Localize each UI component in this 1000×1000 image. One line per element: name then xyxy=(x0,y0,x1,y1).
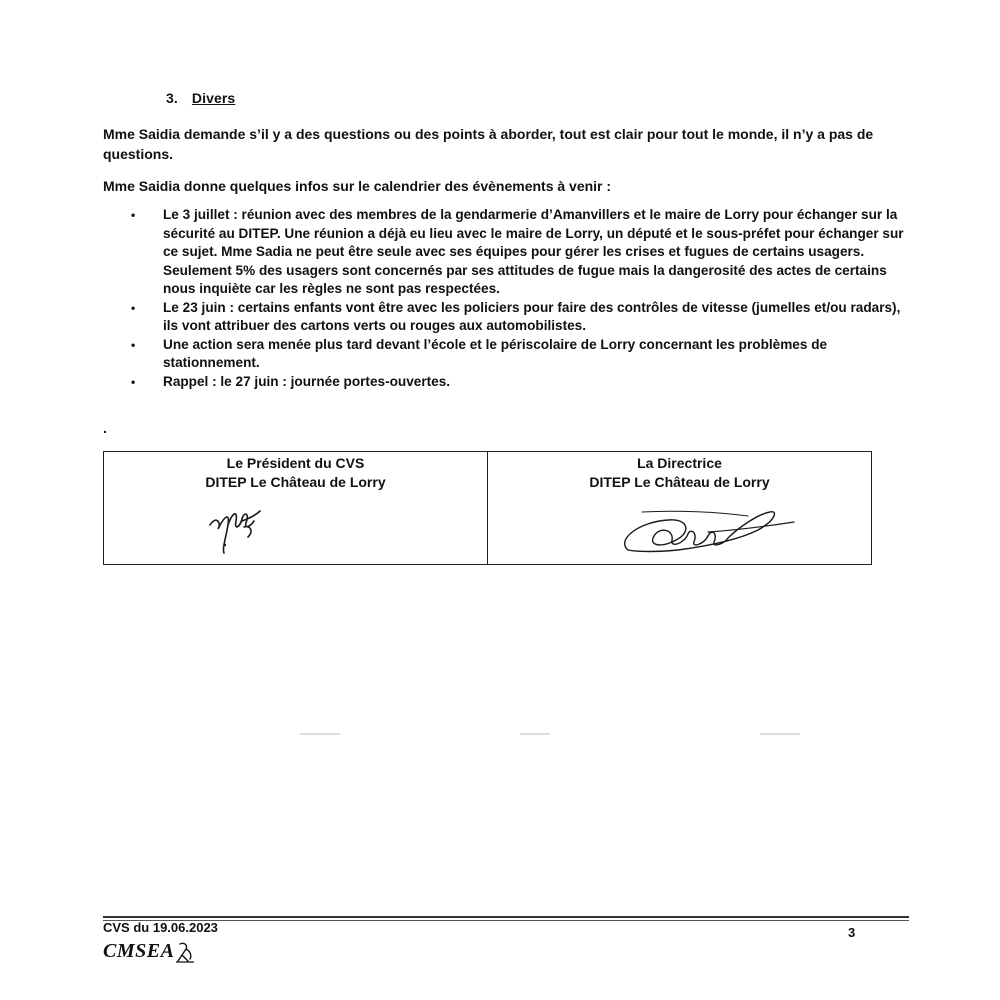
paragraph-questions: Mme Saidia demande s’il y a des questions ou des points à aborder, tout est clair pour tout le monde, il n’y a pas de questions. xyxy=(103,126,874,162)
paragraph-calendar-intro: Mme Saidia donne quelques infos sur le calendrier des évènements à venir : xyxy=(103,178,612,194)
cmsea-logo xyxy=(103,940,196,963)
footer-divider xyxy=(103,916,909,918)
signature-organization: DITEP Le Château de Lorry xyxy=(205,474,386,490)
stray-mark: . xyxy=(103,420,107,436)
president-signature-icon xyxy=(204,497,284,557)
list-item-text: Rappel : le 27 juin : journée portes-ouvertes. xyxy=(163,373,451,389)
list-item-text: Le 23 juin : certains enfants vont être avec les policiers pour faire des contrôles de vitesse (jumelles et/ou radars), ils vont attribuer des cartons verts ou rouges aux automobilistes. xyxy=(163,299,901,333)
section-title: Divers xyxy=(191,90,236,106)
list-item-text: Une action sera menée plus tard devant l’école et le périscolaire de Lorry concernant les problèmes de stationnement. xyxy=(163,336,828,370)
signature-cell-president xyxy=(104,452,487,564)
section-heading xyxy=(166,90,235,106)
list-item xyxy=(131,336,917,373)
footer-date: CVS du 19.06.2023 xyxy=(103,920,218,935)
scan-artifact xyxy=(300,733,340,735)
list-item xyxy=(131,206,917,299)
logo-figure-icon xyxy=(174,941,196,963)
signature-role: La Directrice xyxy=(637,455,722,471)
bullet-icon: • xyxy=(131,208,136,222)
footer-divider xyxy=(103,920,909,921)
events-list xyxy=(131,206,917,391)
signature-table xyxy=(103,451,872,565)
bullet-icon: • xyxy=(131,300,136,315)
scan-artifact xyxy=(760,733,800,735)
signature-role: Le Président du CVS xyxy=(226,455,365,471)
bullet-icon: • xyxy=(131,337,136,352)
logo-text: CMSEA xyxy=(103,940,175,962)
scan-artifact xyxy=(520,733,550,735)
bullet-icon: • xyxy=(131,374,136,389)
signature-cell-director xyxy=(487,452,871,564)
director-signature-icon xyxy=(618,500,798,560)
section-number: 3. xyxy=(166,90,178,106)
page-number: 3 xyxy=(848,925,856,940)
list-item-text: Le 3 juillet : réunion avec des membres de la gendarmerie d’Amanvillers et le maire de Lorry pour échanger sur la sécurité au DITEP. Une réunion a déjà eu lieu avec le maire de Lorry, un député et le sous-préfet pour échanger sur ce sujet. Mme Sadia ne peut être seule avec ses équipes pour gérer les crises et fugues de certains usagers. Seulement 5% des usagers sont concernés par ses attitudes de fugue mais la dangerosité des actes de certains nous inquiète car les règles ne sont pas respectées. xyxy=(163,207,904,296)
list-item xyxy=(131,299,917,336)
list-item xyxy=(131,373,917,392)
signature-organization: DITEP Le Château de Lorry xyxy=(589,474,770,490)
